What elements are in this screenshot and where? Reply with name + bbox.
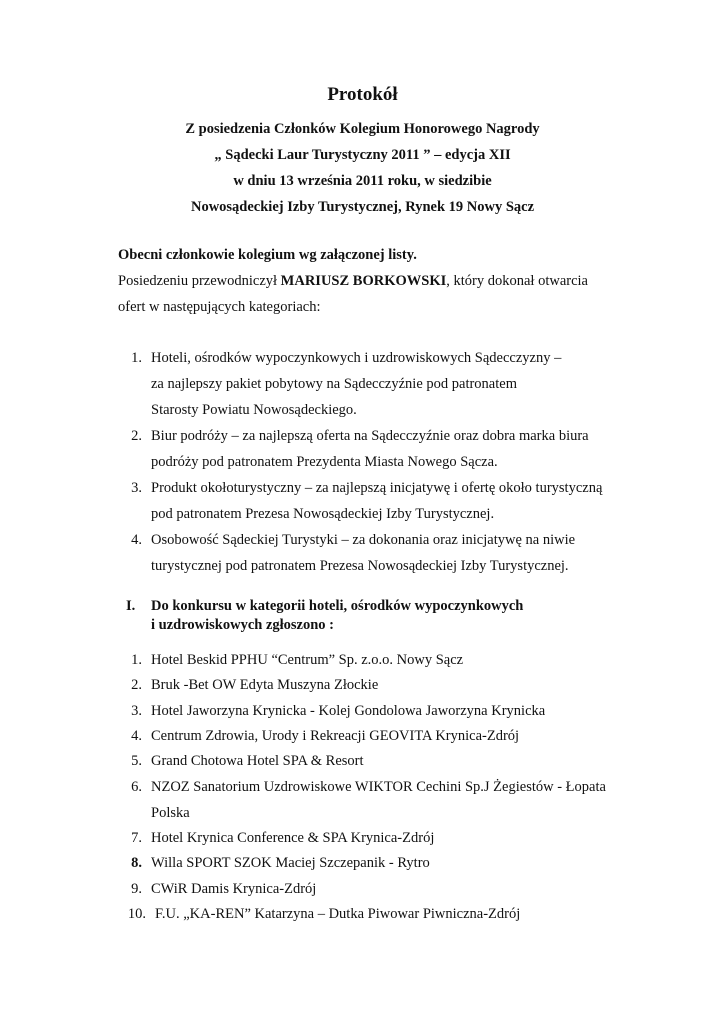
category-line: turystycznej pod patronatem Prezesa Nowosądeckiej Izby Turystycznej. xyxy=(151,558,569,574)
entry-number: 7. xyxy=(131,830,142,846)
category-line: podróży pod patronatem Prezydenta Miasta Nowego Sącza. xyxy=(151,454,498,470)
chair-name: MARIUSZ BORKOWSKI xyxy=(280,273,447,289)
chair-suffix: , który dokonał otwarcia xyxy=(446,273,588,289)
entry-line: Hotel Krynica Conference & SPA Krynica-Zdrój xyxy=(151,830,435,846)
entry-line: Hotel Jaworzyna Krynicka - Kolej Gondolowa Jaworzyna Krynicka xyxy=(151,703,546,719)
entry-line: Polska xyxy=(151,805,190,821)
page-title: Protokół xyxy=(327,84,398,105)
category-line: Starosty Powiatu Nowosądeckiego. xyxy=(151,402,357,418)
entry-number: 5. xyxy=(131,753,142,769)
entry-line: Hotel Beskid PPHU “Centrum” Sp. z.o.o. Nowy Sącz xyxy=(151,652,464,668)
category-number: 1. xyxy=(131,350,142,366)
entry-number: 6. xyxy=(131,779,142,795)
entry-line: CWiR Damis Krynica-Zdrój xyxy=(151,881,317,897)
entry-number: 9. xyxy=(131,881,142,897)
entry-number: 4. xyxy=(131,728,142,744)
entry-line: NZOZ Sanatorium Uzdrowiskowe WIKTOR Cechini Sp.J Żegiestów - Łopata xyxy=(151,779,606,795)
section-heading-line-2: i uzdrowiskowych zgłoszono : xyxy=(151,617,335,633)
category-line: Hoteli, ośrodków wypoczynkowych i uzdrowiskowych Sądecczyzny – xyxy=(151,350,562,366)
entry-number: 10. xyxy=(127,906,146,922)
header-line-1: Z posiedzenia Członków Kolegium Honorowego Nagrody xyxy=(185,121,540,137)
category-line: Biur podróży – za najlepszą oferta na Sądecczyźnie oraz dobra marka biura xyxy=(151,428,589,444)
header-line-4: Nowosądeckiej Izby Turystycznej, Rynek 19 Nowy Sącz xyxy=(190,199,535,215)
entry-number: 1. xyxy=(131,652,142,668)
entry-line: Willa SPORT SZOK Maciej Szczepanik - Rytro xyxy=(151,855,430,871)
category-number: 3. xyxy=(131,480,142,496)
entry-line: Bruk -Bet OW Edyta Muszyna Złockie xyxy=(151,677,379,693)
category-line: Osobowość Sądeckiej Turystyki – za dokonania oraz inicjatywę na niwie xyxy=(151,532,576,548)
entry-number: 2. xyxy=(131,677,142,693)
category-number: 4. xyxy=(131,532,142,548)
category-line: pod patronatem Prezesa Nowosądeckiej Izby Turystycznej. xyxy=(151,506,495,522)
category-line: za najlepszy pakiet pobytowy na Sądecczyźnie pod patronatem xyxy=(151,376,517,392)
members-line: Obecni członkowie kolegium wg załączonej listy. xyxy=(118,247,417,263)
header-line-2: „ Sądecki Laur Turystyczny 2011 ” – edycja XII xyxy=(214,147,511,163)
entry-number: 8. xyxy=(131,855,142,871)
entry-line: Centrum Zdrowia, Urody i Rekreacji GEOVITA Krynica-Zdrój xyxy=(151,728,520,744)
chair-line xyxy=(118,273,588,290)
entry-line: Grand Chotowa Hotel SPA & Resort xyxy=(151,753,364,769)
category-line: Produkt okołoturystyczny – za najlepszą inicjatywę i ofertę około turystyczną xyxy=(151,480,603,496)
chair-prefix: Posiedzeniu przewodniczył xyxy=(118,273,281,289)
entry-line: F.U. „KA-REN” Katarzyna – Dutka Piwowar Piwniczna-Zdrój xyxy=(155,906,521,922)
category-number: 2. xyxy=(131,428,142,444)
entry-number: 3. xyxy=(131,703,142,719)
header-line-3: w dniu 13 września 2011 roku, w siedzibie xyxy=(233,173,492,189)
section-heading-line-1: Do konkursu w kategorii hoteli, ośrodków wypoczynkowych xyxy=(151,598,524,614)
offers-line: ofert w następujących kategoriach: xyxy=(118,299,321,315)
section-number: I. xyxy=(126,598,136,614)
